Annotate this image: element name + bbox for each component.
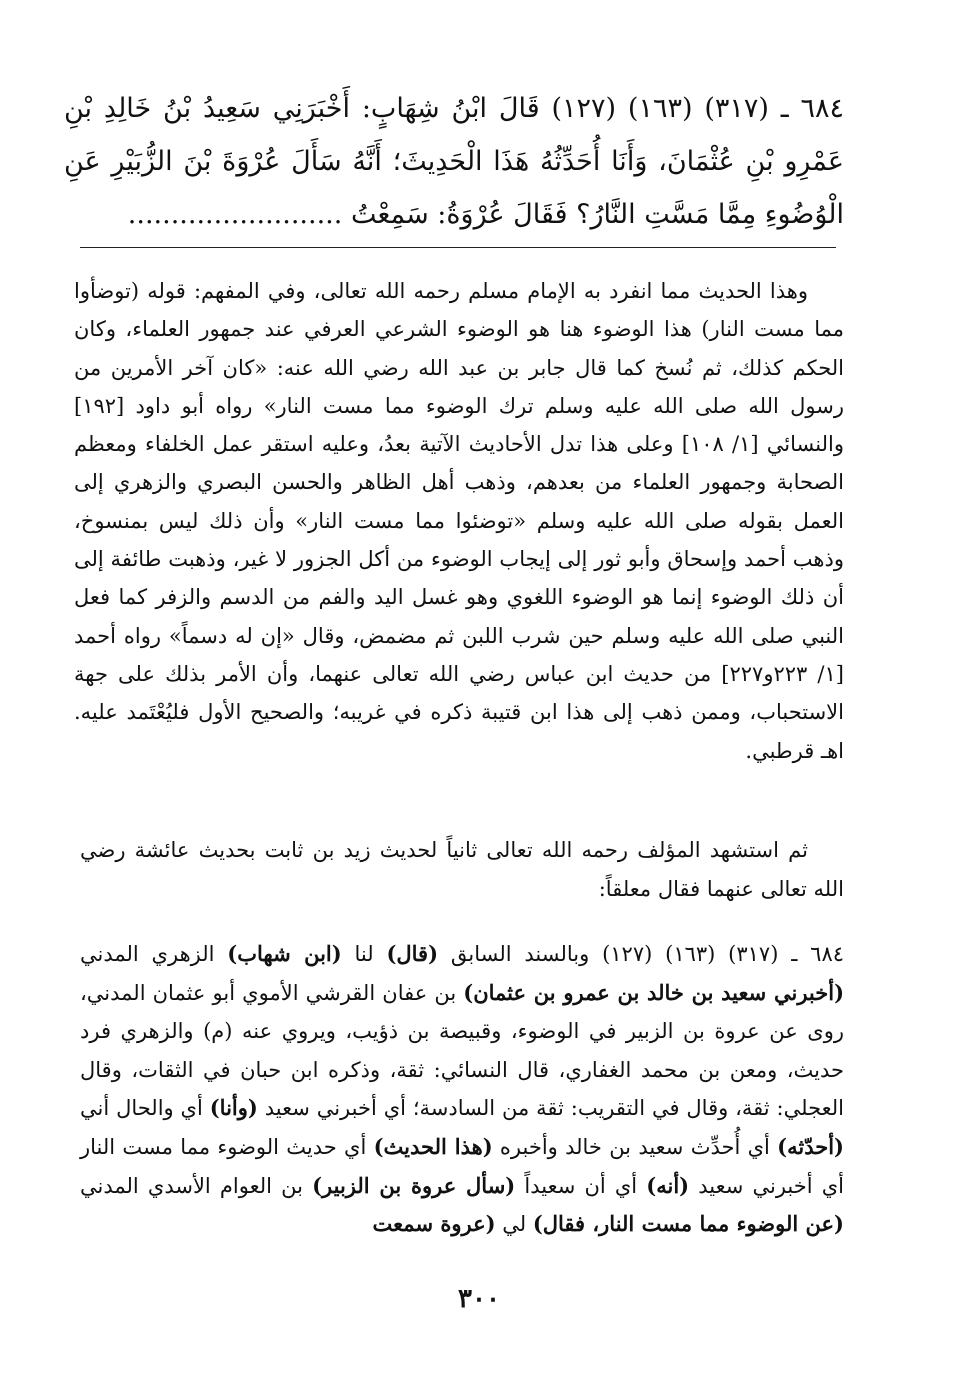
hadith-matn: قَالَ ابْنُ شِهَابٍ: أَخْبَرَنِي سَعِيدُ بْنُ خَالِدِ بْنِ عَمْرِو بْنِ عُثْمَانَ، وَأَنَا أُحَدِّثُهُ هَذَا الْحَدِيثَ؛ أَنَّهُ سَأَلَ عُرْوَةَ بْنَ الزُّبَيْرِ عَنِ الْوُضُوءِ مِمَّا مَسَّتِ النَّارُ؟ فَقَالَ عُرْوَةُ: سَمِعْتُ — [64, 93, 844, 230]
bold-phrase: (أحدّثه) — [777, 1133, 844, 1159]
bold-phrase: (أنه) — [646, 1172, 690, 1198]
bold-phrase: (ابن شهاب) — [227, 941, 342, 966]
page-number: ٣٠٠ — [458, 1284, 500, 1314]
isnad-explanation-paragraph — [80, 935, 844, 1244]
hadith-number: ٦٨٤ ـ (٣١٧) (١٦٣) (١٢٧) — [551, 93, 844, 124]
bold-phrase: (أخبرني سعيد بن خالد بن عمرو بن عثمان) — [463, 979, 845, 1005]
bold-phrase: (قال) — [386, 941, 439, 966]
isnad-text: ٦٨٤ ـ (٣١٧) (١٦٣) (١٢٧) وبالسند السابق (قال) لنا (ابن شهاب) الزهري المدني (أخبرني سعيد بن خالد بن عمرو بن عثمان) بن عفان القرشي الأموي أبو عثمان المدني، روى عن عروة بن الزبير في الوضوء، وقبيصة بن ذؤيب، ويروي عنه (م) والزهري فرد حديث، ومعن بن محمد الغفاري، قال النسائي: ثقة، وذكره ابن حبان في الثقات، وقال العجلي: ثقة، وقال في التقريب: ثقة من السادسة؛ أي أخبرني سعيد (وأنا) أي والحال أني (أحدّثه) أي أُحدِّث سعيد بن خالد وأخبره (هذا الحديث) أي حديث الوضوء مما مست النار أي أخبرني سعيد (أنه) أي أن سعيداً (سأل عروة بن الزبير) بن العوام الأسدي المدني (عن الوضوء مما مست النار، فقال) لي (عروة سمعت — [80, 941, 845, 1237]
transition-paragraph — [80, 831, 844, 909]
bold-phrase: (هذا الحديث) — [373, 1133, 493, 1159]
bold-phrase: (وأنا) — [209, 1095, 258, 1121]
transition-text: ثم استشهد المؤلف رحمه الله تعالى ثانياً لحديث زيد بن ثابت بحديث عائشة رضي الله تعالى عنهما فقال معلقاً: — [80, 838, 844, 901]
bold-phrase: (عروة سمعت — [372, 1211, 496, 1237]
commentary-paragraph — [74, 272, 844, 770]
hadith-text — [64, 82, 844, 241]
bold-phrase: (سأل عروة بن الزبير) — [312, 1172, 516, 1198]
separator-rule — [80, 247, 836, 248]
hadith-ellipsis: ......................... — [127, 199, 343, 230]
commentary-text: وهذا الحديث مما انفرد به الإمام مسلم رحمه الله تعالى، وفي المفهم: قوله (توضأوا مما مست النار) هذا الوضوء هنا هو الوضوء الشرعي العرفي عند جمهور العلماء، وكان الحكم كذلك، ثم نُسخ كما قال جابر بن عبد الله رضي الله عنه: «كان آخر الأمرين من رسول الله صلى الله عليه وسلم ترك الوضوء مما مست النار» رواه أبو داود [١٩٢] والنسائي [١/ ١٠٨] وعلى هذا تدل الأحاديث الآتية بعدُ، وعليه استقر عمل الخلفاء ومعظم الصحابة وجمهور العلماء من بعدهم، وذهب أهل الظاهر والحسن البصري والزهري إلى العمل بقوله صلى الله عليه وسلم «توضئوا مما مست النار» وأن ذلك ليس بمنسوخ، وذهب أحمد وإسحاق وأبو ثور إلى إيجاب الوضوء من أكل الجزور لا غير، وذهبت طائفة إلى أن ذلك الوضوء إنما هو الوضوء اللغوي وهو غسل اليد والفم من الدسم والزفر كما فعل النبي صلى الله عليه وسلم حين شرب اللبن ثم مضمض، وقال «إن له دسماً» رواه أحمد [١/ ٢٢٣و٢٢٧] من حديث ابن عباس رضي الله تعالى عنهما، وأن الأمر بذلك على جهة الاستحباب، وممن ذهب إلى هذا ابن قتيبة ذكره في غريبه؛ والصحيح الأول فليُعْتَمد عليه. اهـ قرطبي. — [74, 279, 845, 763]
bold-phrase: (عن الوضوء مما مست النار، فقال) — [532, 1211, 844, 1237]
